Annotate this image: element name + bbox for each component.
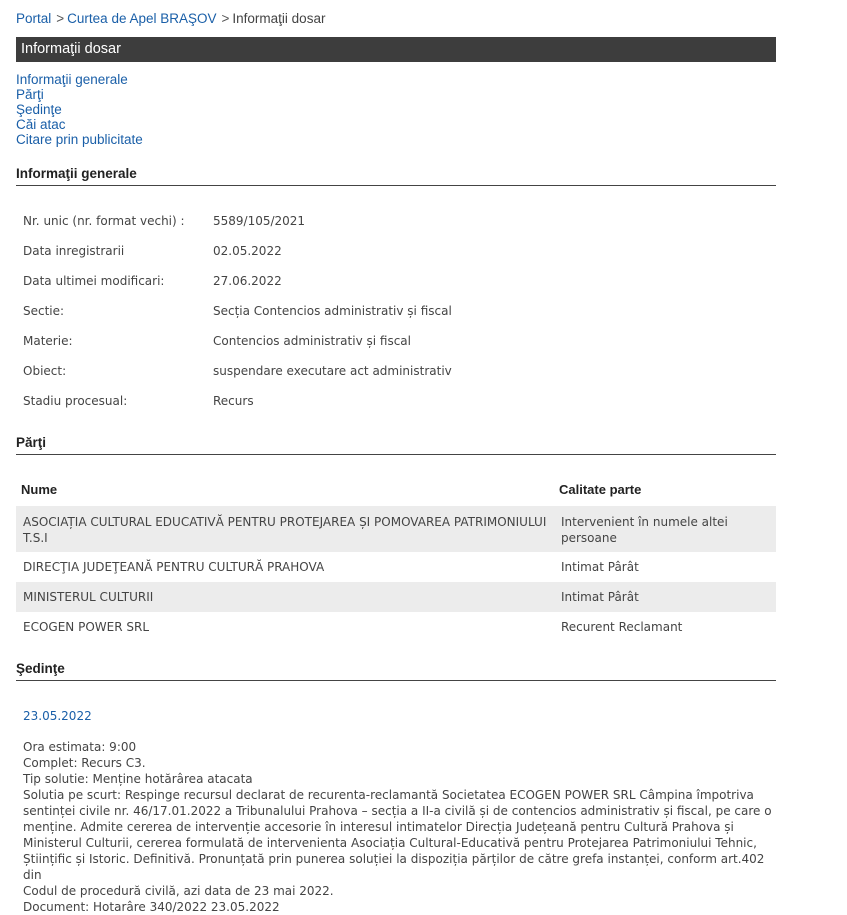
general-info-table	[16, 206, 452, 416]
info-row	[16, 326, 452, 356]
parti-table	[16, 506, 776, 642]
column-header-calitate: Calitate parte	[559, 482, 642, 497]
party-name: MINISTERUL CULTURII	[23, 590, 154, 604]
info-label: Stadiu procesual:	[23, 394, 128, 408]
info-row	[16, 236, 452, 266]
anchor-link-cai-atac[interactable]: Căi atac	[16, 117, 66, 132]
breadcrumb-separator: >	[221, 11, 230, 26]
info-value: 27.06.2022	[213, 274, 282, 288]
section-anchor-list	[16, 72, 143, 147]
section-heading-parti: Părţi	[16, 435, 776, 455]
info-row	[16, 296, 452, 326]
breadcrumb-current: Informaţii dosar	[232, 11, 326, 26]
section-heading-sedinte: Şedinţe	[16, 661, 776, 681]
info-label: Materie:	[23, 334, 73, 348]
party-role: Recurent Reclamant	[561, 620, 683, 634]
info-label: Data ultimei modificari:	[23, 274, 165, 288]
party-role: Intimat Pârât	[561, 560, 639, 574]
info-label: Data inregistrarii	[23, 244, 125, 258]
table-row	[16, 582, 776, 612]
table-row	[16, 612, 776, 642]
breadcrumb	[16, 11, 325, 26]
info-value: 02.05.2022	[213, 244, 282, 258]
anchor-link-citare[interactable]: Citare prin publicitate	[16, 132, 143, 147]
party-name: ECOGEN POWER SRL	[23, 620, 149, 634]
table-row	[16, 552, 776, 582]
column-header-nume: Nume	[21, 482, 58, 497]
info-label: Obiect:	[23, 364, 67, 378]
hearing-detail-line: Științific și Istoric. Definitivă. Pronunțată prin punerea soluției la dispoziția părților de către grefa instanței, conform art.402 din	[23, 852, 765, 882]
party-role: Intervenient în numele altei persoane	[561, 515, 728, 545]
info-row	[16, 386, 452, 416]
info-row	[16, 206, 452, 236]
hearing-detail-line: Ora estimata: 9:00	[23, 740, 137, 754]
anchor-link-parti[interactable]: Părţi	[16, 87, 44, 102]
info-value: suspendare executare act administrativ	[213, 364, 452, 378]
info-value: Secția Contencios administrativ și fiscal	[213, 304, 452, 318]
hearing-document-line: Document: Hotarâre 340/2022 23.05.2022	[23, 900, 280, 914]
info-label: Sectie:	[23, 304, 65, 318]
hearing-date: 23.05.2022	[23, 709, 92, 723]
anchor-link-informatii-generale[interactable]: Informaţii generale	[16, 72, 128, 87]
hearing-detail-line: Solutia pe scurt: Respinge recursul declarat de recurenta-reclamantă Societatea ECOGEN POWER SRL Câmpina împotriva	[23, 788, 754, 802]
breadcrumb-portal-link[interactable]: Portal	[16, 11, 52, 26]
info-label: Nr. unic (nr. format vechi) :	[23, 214, 185, 228]
table-row	[16, 506, 776, 552]
hearing-detail-line: Codul de procedură civilă, azi data de 23 mai 2022.	[23, 884, 334, 898]
info-value: Recurs	[213, 394, 254, 408]
page-title: Informaţii dosar	[16, 37, 776, 62]
info-row	[16, 356, 452, 386]
party-name: ASOCIAȚIA CULTURAL EDUCATIVĂ PENTRU PROTEJAREA ȘI POMOVAREA PATRIMONIULUI T.S.I	[23, 515, 547, 545]
hearing-detail-line: sentinței civile nr. 46/17.01.2022 a Tribunalului Prahova – secția a II-a civilă și de contencios administrativ și fiscal, pe care o	[23, 804, 772, 818]
breadcrumb-court-link[interactable]: Curtea de Apel BRAŞOV	[67, 11, 217, 26]
info-value: Contencios administrativ și fiscal	[213, 334, 411, 348]
info-value: 5589/105/2021	[213, 214, 306, 228]
hearing-detail-line: Tip solutie: Menține hotărârea atacata	[23, 772, 253, 786]
info-row	[16, 266, 452, 296]
parti-table-header	[16, 474, 776, 504]
anchor-link-sedinte[interactable]: Şedinţe	[16, 102, 62, 117]
hearing-detail-line: Ministerul Culturii, cererea formulată de intervenienta Asociația Cultural-Educativă pentru Protejarea Patrimoniului Tehnic,	[23, 836, 757, 850]
party-name: DIRECŢIA JUDEŢEANĂ PENTRU CULTURĂ PRAHOVA	[23, 560, 325, 574]
hearing-detail-line: menține. Admite cererea de intervenție accesorie în interesul intimatelor Direcția Județeană pentru Cultură Prahova și	[23, 820, 734, 834]
hearing-detail-line: Complet: Recurs C3.	[23, 756, 146, 770]
breadcrumb-separator: >	[56, 11, 65, 26]
hearing-entry	[23, 709, 783, 915]
section-heading-informatii-generale: Informaţii generale	[16, 166, 776, 186]
party-role: Intimat Pârât	[561, 590, 639, 604]
